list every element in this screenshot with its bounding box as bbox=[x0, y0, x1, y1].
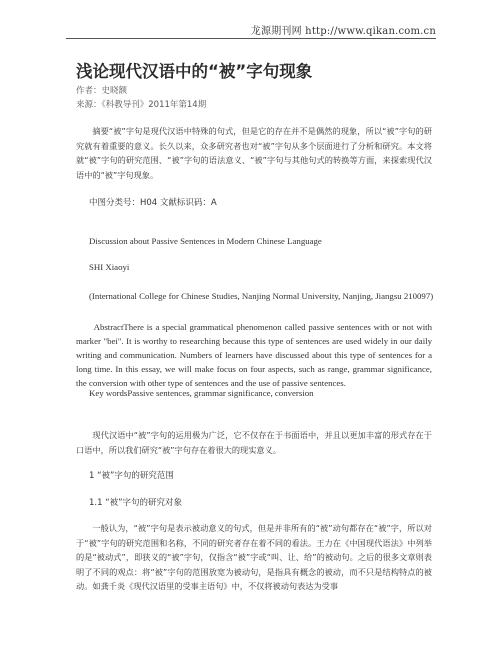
english-affiliation: (International College for Chinese Studies, Nanjing Normal University, Nanjing, Jiangsu 210097) bbox=[89, 291, 434, 301]
english-author: SHI Xiaoyi bbox=[89, 262, 130, 272]
english-title: Discussion about Passive Sentences in Modern Chinese Language bbox=[89, 236, 322, 246]
header-site[interactable]: 龙源期刊网 http://www.qikan.com.cn bbox=[250, 26, 436, 37]
source-line: 来源：《科教导刊》2011年第14期 bbox=[76, 100, 207, 110]
abstract-en: AbstractThere is a special grammatical phenomenon called passive sentences with or not with marker "bei". It is worthy to researching because this type of sentences are used widely in our daily writing and communication. Numbers of learners have discussed about this type of sentences for a long time. In this essay, we will make focus on four aspects, such as range, grammar significance, the conversion with other type of sentences and the use of passive sentences. bbox=[76, 322, 432, 388]
section-heading-1-1: 1.1 “被”字句的研究对象 bbox=[89, 498, 183, 508]
intro-paragraph: 现代汉语中“被”字句的运用极为广泛，它不仅存在于书面语中，并且以更加丰富的形式存在于口语中，所以我们研究“被”字句存在着很大的现实意义。 bbox=[76, 430, 432, 455]
body-paragraph-1: 一般认为，“被”字句是表示被动意义的句式，但是并非所有的“被”动句都存在“被”字，所以对于“被”字句的研究范围和名称，不同的研究者存在着不同的看法。王力在《中国现代语法》中列举的是“被动式”，即狭义的“被”字句，仅指含“被”字或“叫、让、给”的被动句。之后的很多文章则表明了不同的观点：将“被”字句的范围放宽为被动句，是指具有概念的被动，而不只是结构特点的被动。如龚千炎《现代汉语里的受事主语句》中，不仅将被动句表达为受事 bbox=[76, 523, 432, 591]
page-title: 浅论现代汉语中的“被”字句现象 bbox=[76, 62, 313, 81]
classification-line: 中图分类号：H04 文献标识码：A bbox=[89, 198, 217, 208]
header-rule bbox=[66, 38, 436, 39]
keywords-en: Key wordsPassive sentences, grammar significance, conversion bbox=[89, 388, 314, 398]
author-line: 作者：史晓额 bbox=[76, 86, 128, 96]
section-heading-1: 1 “被”字句的研究范围 bbox=[89, 471, 174, 481]
abstract-cn: 摘要“被”字句是现代汉语中特殊的句式，但是它的存在并不是偶然的现象，所以“被”字句的研究就有着重要的意义。长久以来，众多研究者也对“被”字句从多个层面进行了分析和研究。本文将就“被”字句的研究范围、“被”字句的语法意义、“被”字句与其他句式的转换等方面，来探索现代汉语中的“被”字句现象。 bbox=[76, 126, 432, 180]
